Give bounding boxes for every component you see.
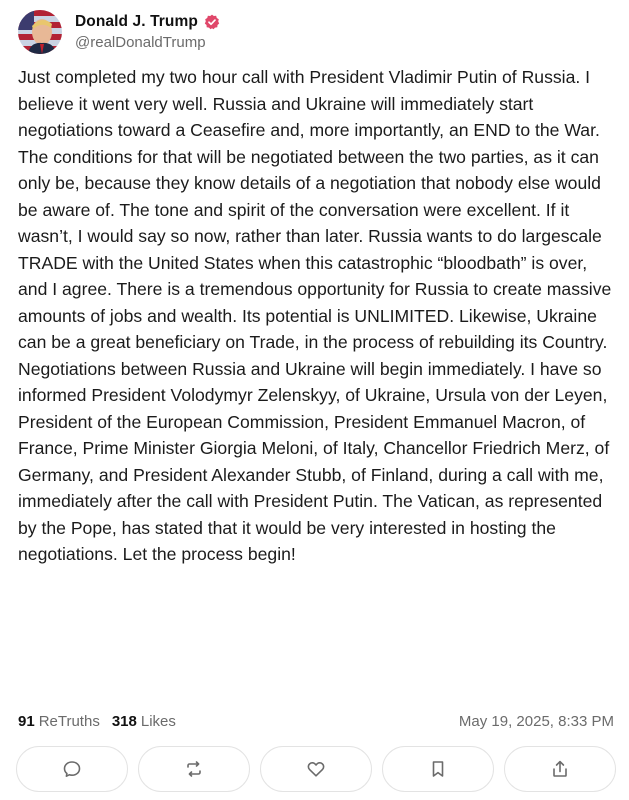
retruths-stat[interactable] [18,713,100,730]
retruth-button[interactable] [138,746,250,792]
retruths-count: 91 [18,712,35,730]
likes-count: 318 [111,712,137,730]
like-icon [306,759,326,779]
reply-icon [62,759,82,779]
likes-label: Likes [140,712,176,730]
like-button[interactable] [260,746,372,792]
handle[interactable]: @realDonaldTrump [75,34,206,51]
post-text: Just completed my two hour call with President Vladimir Putin of Russia. I believe it went very well. Russia and Ukraine will immediately start negotiations toward a Ceasefire and, more importantly, an END to the War. The conditions for that will be negotiated between the two parties, as it can only be, because they know details of a negotiation that nobody else would be aware of. The tone and spirit of the conversation were excellent. If it wasn’t, I would say so now, rather than later. Russia wants to do largescale TRADE with the United States when this catastrophic “bloodbath” is over, and I agree. There is a tremendous opportunity for Russia to create massive amounts of jobs and wealth. Its potential is UNLIMITED. Likewise, Ukraine can be a great beneficiary on Trade, in the process of rebuilding its Country. Negotiations between Russia and Ukraine will begin immediately. I have so informed President Volodymyr Zelenskyy, of Ukraine, Ursula von der Leyen, President of the European Commission, President Emmanuel Macron, of France, Prime Minister Giorgia Meloni, of Italy, Chancellor Friedrich Merz, of Germany, and President Alexander Stubb, of Finland, during a call with me, immediately after the call with President Putin. The Vatican, as represented by the Pope, has stated that it would be very interested in hosting the negotiations. Let the process begin! [18,67,612,564]
author-info [75,13,220,51]
bookmark-icon [428,759,448,779]
timestamp[interactable]: May 19, 2025, 8:33 PM [458,712,614,730]
share-icon [550,759,570,779]
post-header [18,7,220,57]
name-row [75,13,220,31]
retruth-icon [184,759,204,779]
bookmark-button[interactable] [382,746,494,792]
post-stats [18,710,614,732]
avatar[interactable] [18,10,62,54]
verified-badge-icon [204,14,220,30]
retruths-label: ReTruths [38,712,100,730]
likes-stat[interactable] [112,713,176,730]
share-button[interactable] [504,746,616,792]
display-name[interactable]: Donald J. Trump [75,13,198,30]
reply-button[interactable] [16,746,128,792]
action-bar [16,746,616,796]
